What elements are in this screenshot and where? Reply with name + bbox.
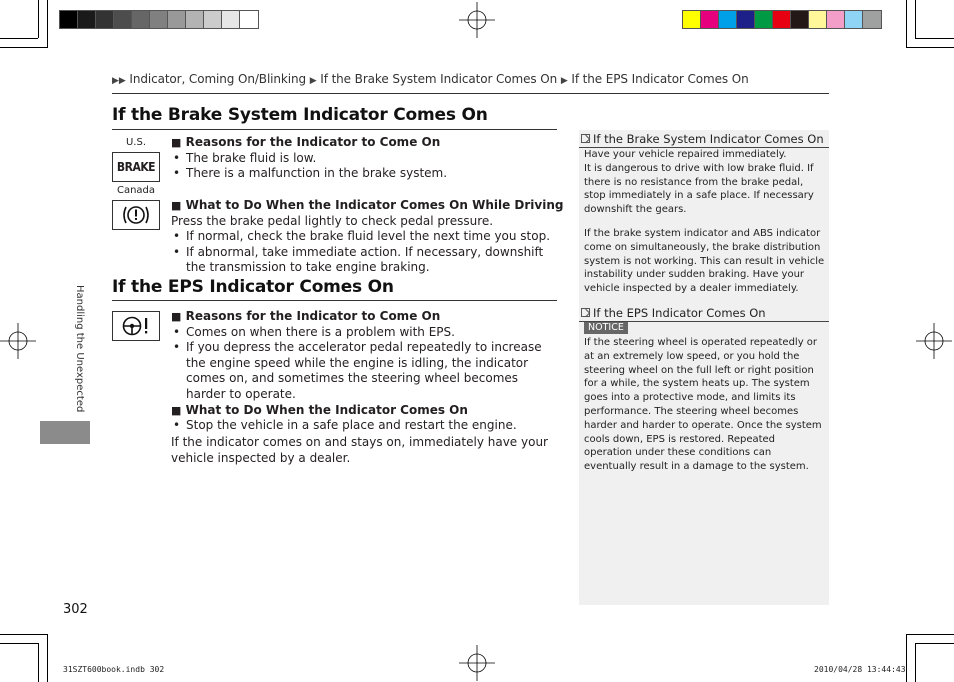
crop-mark xyxy=(47,634,48,682)
grayscale-color-bar xyxy=(59,10,259,29)
breadcrumb-arrow-icon: ▶ xyxy=(560,76,568,86)
header-divider xyxy=(112,93,829,94)
crop-mark xyxy=(0,643,38,644)
eps-reasons-block xyxy=(171,309,556,434)
brake-section-title: If the Brake System Indicator Comes On xyxy=(112,105,488,125)
color-swatch xyxy=(114,11,132,28)
brake-driving-intro: Press the brake pedal lightly to check pedal pressure. xyxy=(171,213,494,228)
chapter-tab-label: Handling the Unexpected xyxy=(74,285,85,413)
crop-mark xyxy=(906,47,954,48)
crop-mark xyxy=(47,0,48,48)
list-item: • There is a malfunction in the brake system. xyxy=(171,166,556,182)
page-number: 302 xyxy=(63,602,88,617)
eps-reasons-heading: ■ Reasons for the Indicator to Come On xyxy=(171,309,441,323)
canada-label: Canada xyxy=(116,185,156,196)
eps-section-title: If the EPS Indicator Comes On xyxy=(112,277,394,297)
brake-circle-exclamation-icon xyxy=(112,200,160,230)
color-swatch xyxy=(701,11,719,28)
crop-mark xyxy=(906,634,954,635)
eps-reasons-heading-text: Reasons for the Indicator to Come On xyxy=(185,309,441,323)
crop-mark xyxy=(906,634,907,682)
brake-driving-heading: ■ What to Do When the Indicator Comes On While Driving xyxy=(171,198,564,212)
color-swatch xyxy=(78,11,96,28)
chapter-tab xyxy=(70,285,90,425)
breadcrumb-arrows-icon: ▶▶ xyxy=(112,76,126,86)
brake-indicator-us-icon xyxy=(112,152,160,182)
brake-driving-block xyxy=(171,198,564,276)
color-swatch xyxy=(132,11,150,28)
brake-reasons-heading-text: Reasons for the Indicator to Come On xyxy=(185,135,441,149)
link-arrow-icon xyxy=(581,308,590,317)
registration-target-icon xyxy=(459,645,495,681)
breadcrumb-link-indicator-coming-on[interactable]: Indicator, Coming On/Blinking xyxy=(129,72,307,86)
link-arrow-icon xyxy=(581,134,590,143)
footer-file-info: 31SZT600book.indb 302 xyxy=(63,665,165,674)
color-swatch xyxy=(150,11,168,28)
crop-mark xyxy=(38,643,39,682)
side-eps-heading-text: If the EPS Indicator Comes On xyxy=(593,305,766,320)
breadcrumb-arrow-icon: ▶ xyxy=(309,76,317,86)
side-brake-notes xyxy=(584,148,826,296)
color-swatch xyxy=(755,11,773,28)
crop-mark xyxy=(906,0,907,48)
crop-mark xyxy=(915,643,954,644)
color-swatch xyxy=(719,11,737,28)
side-brake-heading-text: If the Brake System Indicator Comes On xyxy=(593,131,824,146)
color-swatch xyxy=(222,11,240,28)
side-brake-p1: Have your vehicle repaired immediately. xyxy=(584,149,787,160)
color-swatch xyxy=(773,11,791,28)
list-item: • The brake fluid is low. xyxy=(171,151,556,167)
list-item: • Comes on when there is a problem with EPS. xyxy=(171,325,556,341)
list-item: • Stop the vehicle in a safe place and restart the engine. xyxy=(171,418,556,434)
eps-todo-heading: ■ What to Do When the Indicator Comes On xyxy=(171,402,468,417)
color-swatch xyxy=(845,11,863,28)
registration-target-icon xyxy=(459,2,495,38)
color-swatch xyxy=(96,11,114,28)
breadcrumb-link-brake-indicator[interactable]: If the Brake System Indicator Comes On xyxy=(320,72,558,86)
list-item: • If you depress the accelerator pedal repeatedly to increase the engine speed while the engine is idling, the indicator comes on, and sometimes the steering wheel becomes harder to operate. xyxy=(171,340,556,402)
color-swatch xyxy=(737,11,755,28)
brake-reasons-heading: ■ Reasons for the Indicator to Come On xyxy=(171,135,441,149)
color-swatch xyxy=(204,11,222,28)
registration-target-icon xyxy=(0,323,36,359)
footer-timestamp: 2010/04/28 13:44:43 xyxy=(814,665,906,674)
breadcrumb xyxy=(112,72,749,86)
brake-reasons-block xyxy=(171,135,556,182)
process-color-bar xyxy=(682,10,882,29)
color-swatch xyxy=(683,11,701,28)
side-eps-notes: If the steering wheel is operated repeatedly or at an extremely low speed, or you hold the steering wheel on the full left or right position for a while, the system heats up. The system goes into a protective mode, and limits its performance. The steering wheel becomes harder and harder to operate. Once the system cools down, EPS is restored. Repeated operation under these conditions can eventually result in a damage to the system. xyxy=(584,337,822,473)
crop-mark xyxy=(0,47,48,48)
side-brake-p3: If the brake system indicator and ABS indicator come on simultaneously, the brake distribution system is not working. This can result in vehicle instability under sudden braking. Have your vehicle inspected by a dealer immediately. xyxy=(584,227,825,295)
crop-mark xyxy=(0,38,38,39)
color-swatch xyxy=(827,11,845,28)
brake-title-divider xyxy=(112,129,557,130)
side-brake-p2: It is dangerous to drive with low brake fluid. If there is no resistance from the brake pedal, stop immediately in a safe place. If necessary downshift the gears. xyxy=(584,162,814,216)
crop-mark xyxy=(38,0,39,38)
side-eps-heading[interactable] xyxy=(579,304,829,322)
list-item: • If abnormal, take immediate action. If necessary, downshift the transmission to take engine braking. xyxy=(171,245,556,276)
color-swatch xyxy=(186,11,204,28)
brake-icon-text: BRAKE xyxy=(116,160,156,174)
eps-closing-text: If the indicator comes on and stays on, immediately have your vehicle inspected by a dealer. xyxy=(171,435,548,465)
crop-mark xyxy=(915,643,916,682)
crop-mark xyxy=(915,0,916,38)
color-swatch xyxy=(863,11,881,28)
notice-badge: NOTICE xyxy=(584,322,628,334)
brake-driving-heading-text: What to Do When the Indicator Comes On While Driving xyxy=(185,198,564,212)
steering-wheel-exclamation-icon xyxy=(112,311,160,341)
color-swatch xyxy=(60,11,78,28)
crop-mark xyxy=(915,38,954,39)
us-label: U.S. xyxy=(125,137,147,148)
crop-mark xyxy=(0,634,48,635)
list-item: • If normal, check the brake fluid level the next time you stop. xyxy=(171,229,556,245)
eps-title-divider xyxy=(112,300,557,301)
side-brake-heading[interactable] xyxy=(579,130,829,148)
color-swatch xyxy=(791,11,809,28)
registration-target-icon xyxy=(916,323,952,359)
breadcrumb-link-eps-indicator[interactable]: If the EPS Indicator Comes On xyxy=(571,72,749,86)
color-swatch xyxy=(168,11,186,28)
eps-todo-heading-text: What to Do When the Indicator Comes On xyxy=(185,402,468,417)
chapter-tab-marker xyxy=(40,421,90,444)
color-swatch xyxy=(240,11,258,28)
color-swatch xyxy=(809,11,827,28)
